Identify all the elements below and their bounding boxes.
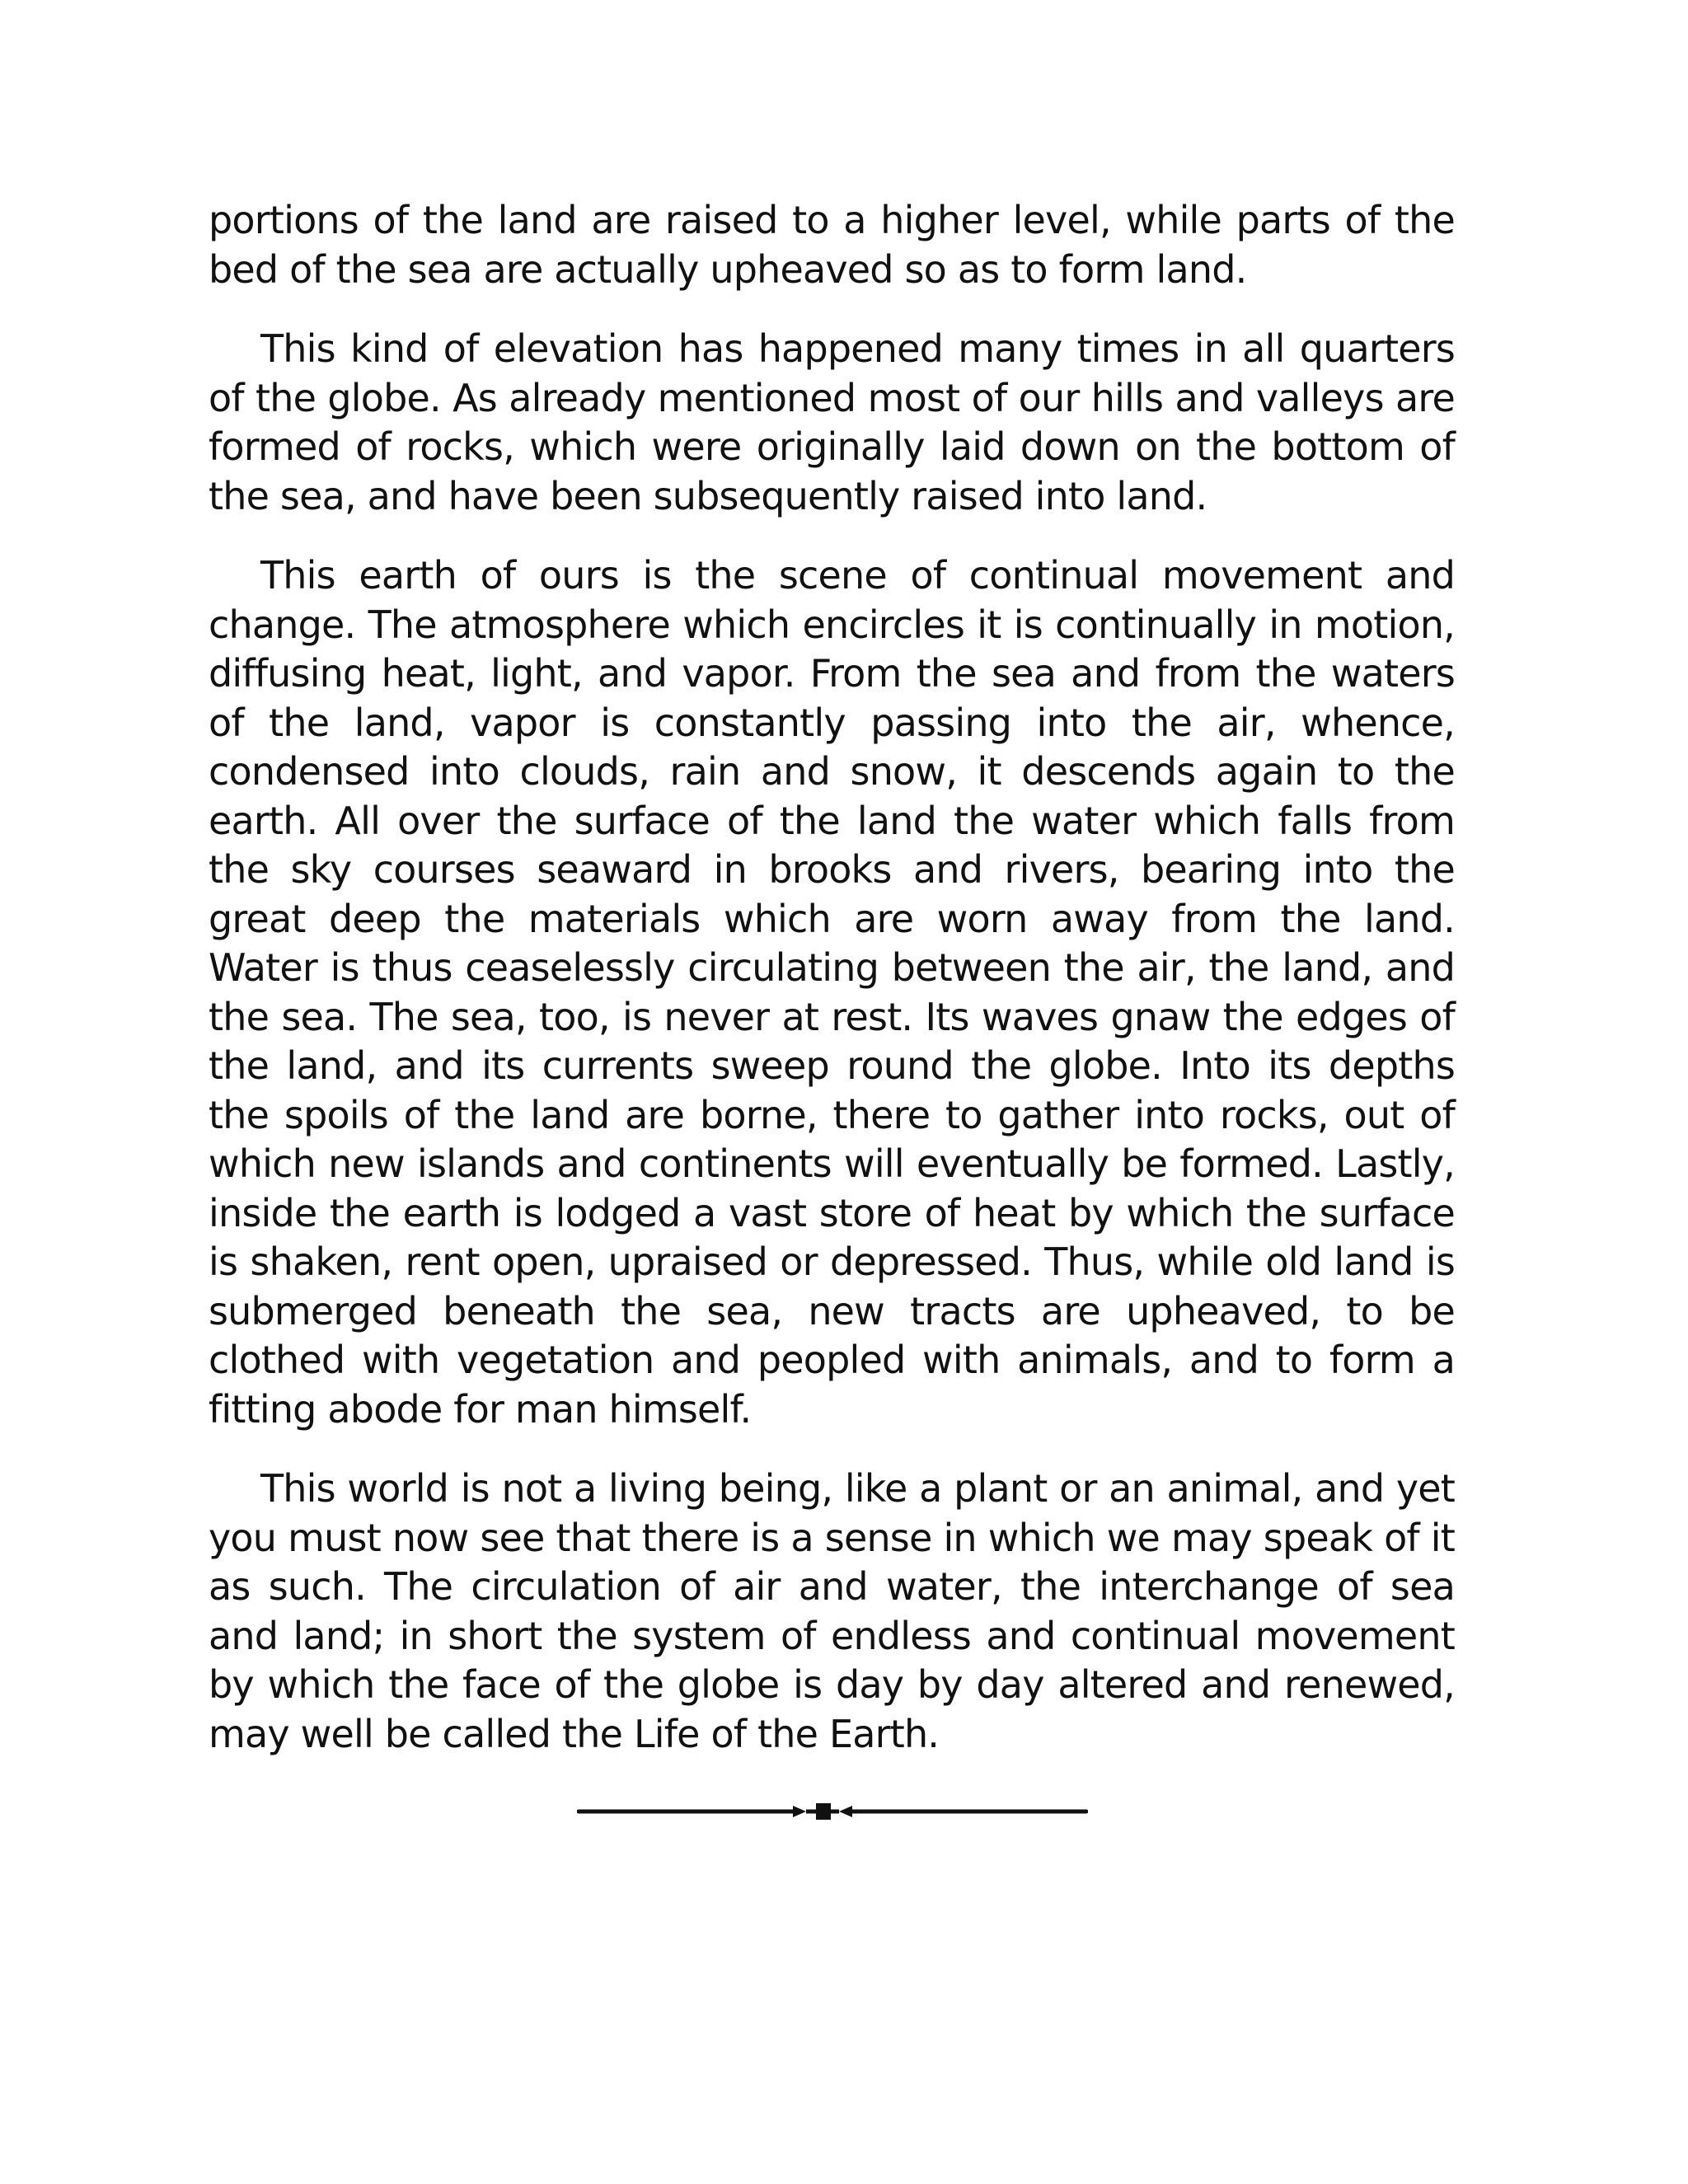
paragraph-3: This earth of ours is the scene of continual movement and change. The atmosphere which encircles it is continually in motion, diffusing heat, light, and vapor. From the sea and from the waters of the land, vapor is constantly passing into the air, whence, condensed into clouds, rain and snow, it descends again to the earth. All over the surface of the land the water which falls from the sky courses seaward in brooks and rivers, bearing into the great deep the materials which are worn away from the land. Water is thus ceaselessly circulating between the air, the land, and the sea. The sea, too, is never at rest. Its waves gnaw the edges of the land, and its currents sweep round the globe. Into its depths the spoils of the land are borne, there to gather into rocks, out of which new islands and continents will eventually be formed. Lastly, inside the earth is lodged a vast store of heat by which the surface is shaken, rent open, upraised or depressed. Thus, while old land is submerged beneath the sea, new tracts are upheaved, to be clothed with vegetation and peopled with animals, and to form a fitting abode for man himself. (209, 553, 1455, 1432)
paragraph-2: This kind of elevation has happened many times in all quarters of the globe. As already mentioned most of our hills and valleys are formed of rocks, which were originally laid down on the bottom of the sea, and have been subsequently raised into land. (209, 326, 1455, 518)
page-body (209, 196, 1455, 1789)
paragraph-4: This world is not a living being, like a plant or an animal, and yet you must now see that there is a sense in which we may speak of it as such. The circulation of air and water, the interchange of sea and land; in short the system of endless and continual movement by which the face of the globe is day by day altered and renewed, may well be called the Life of the Earth. (209, 1466, 1455, 1756)
paragraph-1: portions of the land are raised to a higher level, while parts of the bed of the sea are actually upheaved so as to form land. (209, 198, 1455, 292)
section-end-ornament-icon (577, 1795, 1088, 1828)
